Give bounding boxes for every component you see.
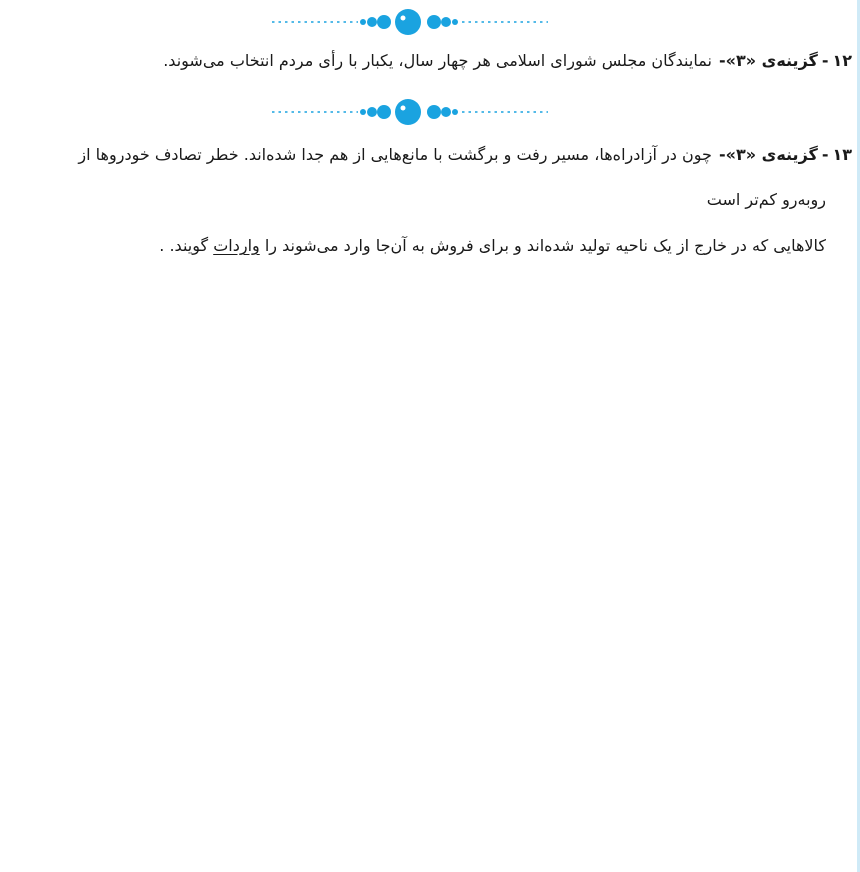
answer-option-label: گزینه‌ی «۳»- bbox=[719, 145, 818, 164]
question-number-12: ۱۲ bbox=[832, 51, 852, 70]
number-dash: - bbox=[821, 51, 829, 70]
answer-13-line-3 bbox=[159, 234, 826, 258]
answer-13-line-1 bbox=[78, 143, 852, 167]
answer-text: گویند. . bbox=[159, 236, 209, 255]
question-number-13: ۱۳ bbox=[832, 145, 852, 164]
answer-text: روبه‌رو کم‌تر است bbox=[706, 190, 826, 209]
answer-text: چون در آزادراه‌ها، مسیر رفت و برگشت با مانع‌هایی از هم جدا شده‌اند. خطر تصادف خودروها از bbox=[78, 145, 712, 164]
highlighted-term: واردات bbox=[213, 236, 260, 255]
ornament-divider-middle bbox=[270, 97, 550, 127]
answer-text: نمایندگان مجلس شورای اسلامی هر چهار سال، یکبار با رأی مردم انتخاب می‌شوند. bbox=[163, 51, 712, 70]
answer-12 bbox=[163, 49, 852, 73]
ornament-divider-top bbox=[270, 7, 550, 37]
number-dash: - bbox=[821, 145, 829, 164]
answer-13-line-2 bbox=[707, 188, 826, 212]
answer-option-label: گزینه‌ی «۳»- bbox=[719, 51, 818, 70]
answer-text: کالاهایی که در خارج از یک ناحیه تولید شده‌اند و برای فروش به آن‌جا وارد می‌شوند را bbox=[264, 236, 826, 255]
